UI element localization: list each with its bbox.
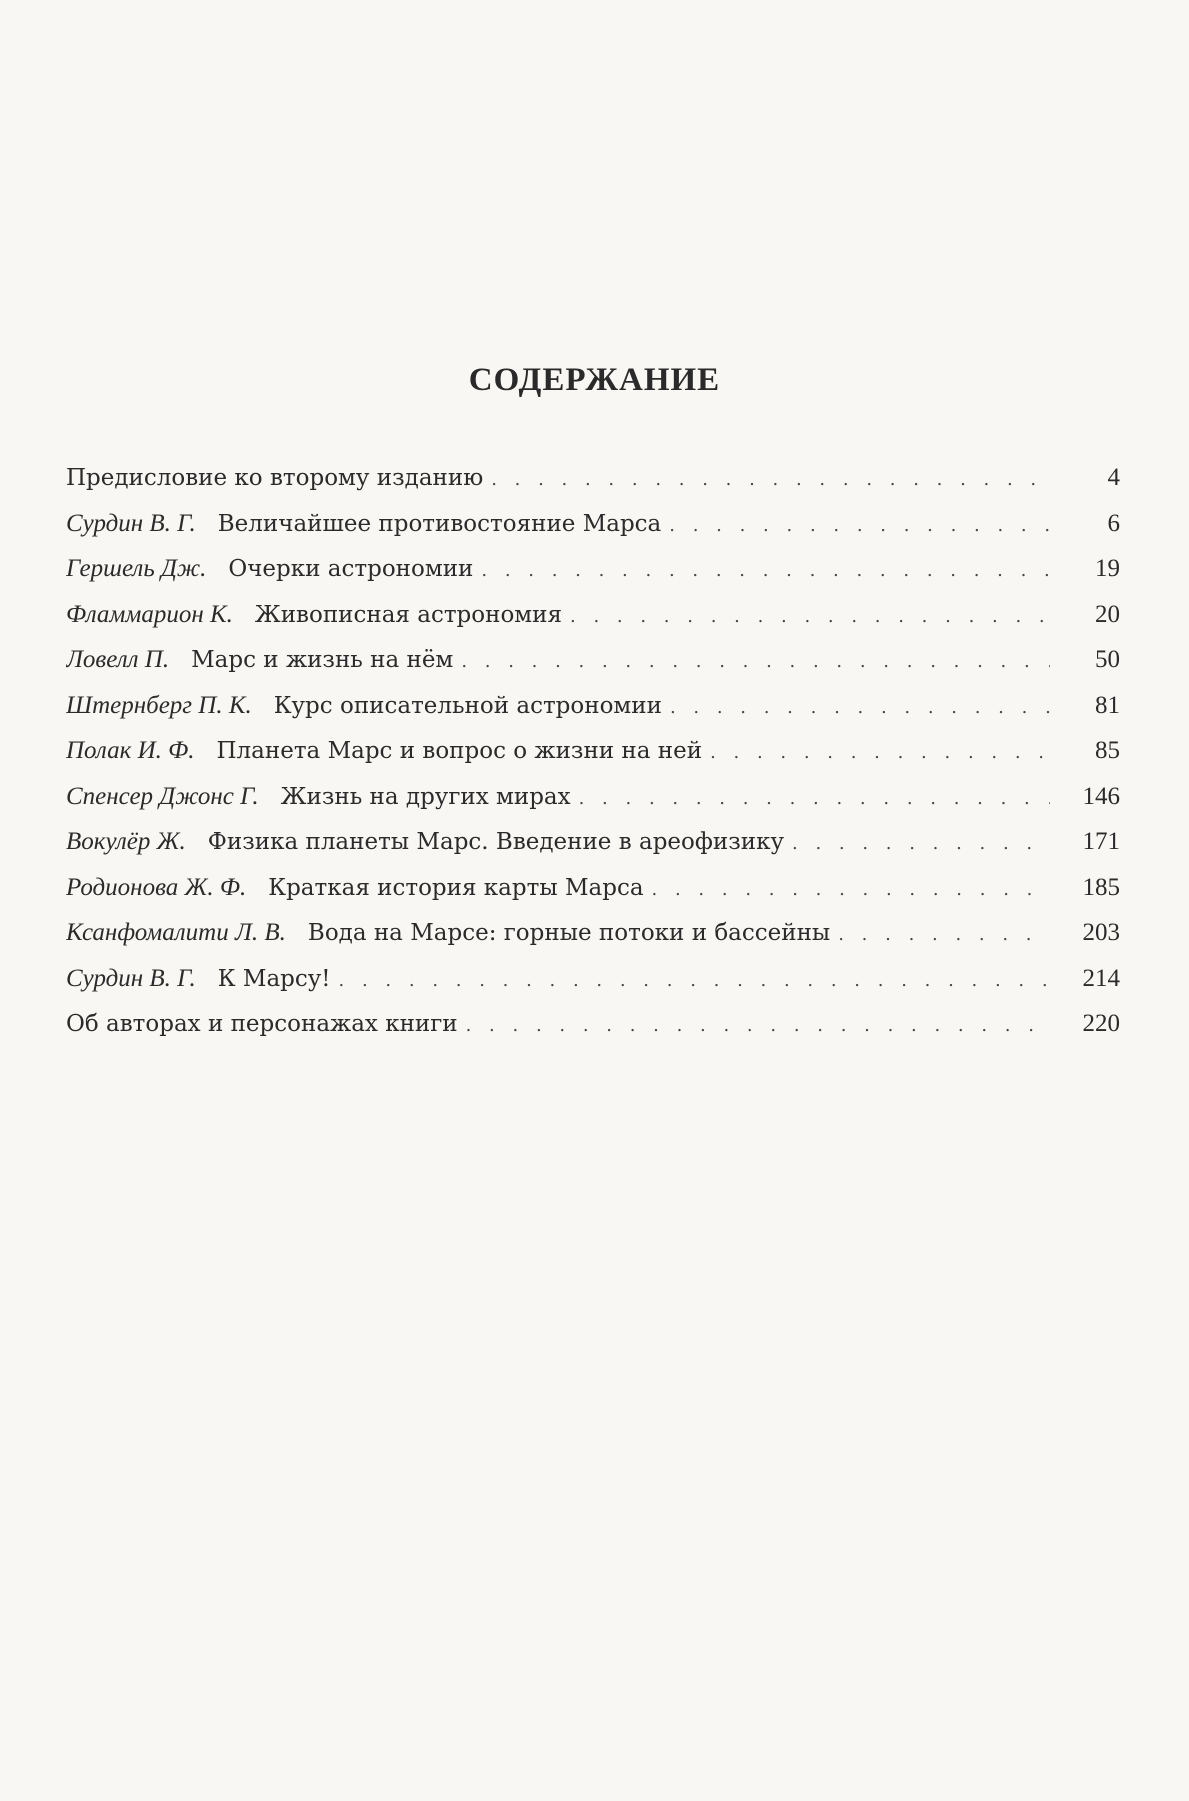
toc-entry-page: 171 — [1082, 828, 1120, 855]
toc-entry-title: Курс описательной астрономии — [273, 692, 662, 719]
toc-entry[interactable] — [66, 601, 1120, 647]
toc-entry-title: Вода на Марсе: горные потоки и бассейны — [307, 920, 831, 946]
toc-entry-page: 19 — [1095, 555, 1120, 582]
toc-entry-author: Родионова Ж. Ф. — [66, 873, 247, 901]
toc-entry-preface[interactable] — [66, 464, 1120, 510]
dot-leader — [466, 1015, 1050, 1036]
toc-entry-author: Ксанфомалити Л. В. — [66, 919, 286, 946]
toc-entry-author: Вокулёр Ж. — [66, 828, 186, 855]
dot-leader — [792, 833, 1050, 854]
toc-entry-title: Краткая история карты Марса — [268, 874, 644, 901]
toc-entry-title: Физика планеты Марс. Введение в ареофизику — [207, 829, 784, 855]
dot-leader — [669, 515, 1050, 536]
toc-entry-author: Фламмарион К. — [66, 600, 233, 628]
toc-entry[interactable] — [66, 646, 1120, 692]
dot-leader — [710, 742, 1050, 763]
toc-entry[interactable] — [66, 828, 1120, 874]
toc-entry-author: Полак И. Ф. — [66, 737, 195, 764]
toc-entry-page: 4 — [1107, 464, 1120, 491]
toc-entry[interactable] — [66, 919, 1120, 965]
table-of-contents — [66, 464, 1120, 1056]
toc-entry-title: Об авторах и персонажах книги — [66, 1011, 458, 1037]
toc-entry-title: Марс и жизнь на нём — [191, 647, 454, 673]
toc-entry-author: Штернберг П. К. — [66, 691, 252, 719]
dot-leader — [461, 651, 1050, 672]
toc-entry-title: Живописная астрономия — [254, 601, 563, 628]
toc-entry-author: Спенсер Джонс Г. — [66, 782, 259, 810]
toc-entry[interactable] — [66, 874, 1120, 920]
dot-leader — [579, 788, 1050, 809]
toc-entry-title: Жизнь на других мирах — [280, 783, 571, 810]
toc-entry[interactable] — [66, 965, 1120, 1011]
toc-entry[interactable] — [66, 737, 1120, 783]
toc-entry-title: Очерки астрономии — [228, 556, 474, 582]
dot-leader — [339, 970, 1050, 991]
dot-leader — [652, 879, 1050, 900]
toc-entry[interactable] — [66, 692, 1120, 738]
toc-entry[interactable] — [66, 555, 1120, 601]
toc-entry-page: 203 — [1082, 919, 1120, 946]
dot-leader — [670, 697, 1050, 718]
toc-entry-page: 214 — [1082, 964, 1120, 992]
toc-entry-page: 185 — [1082, 873, 1120, 901]
page-title: СОДЕРЖАНИЕ — [468, 362, 721, 398]
toc-entry-page: 50 — [1095, 646, 1120, 673]
toc-entry-about-authors[interactable] — [66, 1010, 1120, 1056]
toc-entry-author: Ловелл П. — [66, 646, 170, 673]
toc-entry-title: Планета Марс и вопрос о жизни на ней — [216, 738, 703, 764]
toc-entry-page: 220 — [1082, 1010, 1120, 1037]
toc-entry-page: 85 — [1095, 737, 1120, 764]
toc-entry-author: Сурдин В. Г. — [66, 509, 196, 537]
toc-entry-page: 6 — [1107, 509, 1120, 537]
toc-entry-title: Предисловие ко второму изданию — [66, 465, 484, 491]
toc-entry-title: Величайшее противостояние Марса — [217, 510, 662, 537]
dot-leader — [838, 924, 1050, 945]
toc-entry-author: Гершель Дж. — [66, 555, 207, 582]
toc-entry-author: Сурдин В. Г. — [66, 964, 196, 992]
toc-entry[interactable] — [66, 783, 1120, 829]
dot-leader — [570, 606, 1050, 627]
dot-leader — [491, 469, 1050, 490]
toc-entry-title: К Марсу! — [217, 965, 331, 992]
toc-entry-page: 81 — [1095, 691, 1120, 719]
toc-entry[interactable] — [66, 510, 1120, 556]
dot-leader — [481, 560, 1050, 581]
toc-entry-page: 146 — [1082, 782, 1120, 810]
toc-entry-page: 20 — [1095, 600, 1120, 628]
